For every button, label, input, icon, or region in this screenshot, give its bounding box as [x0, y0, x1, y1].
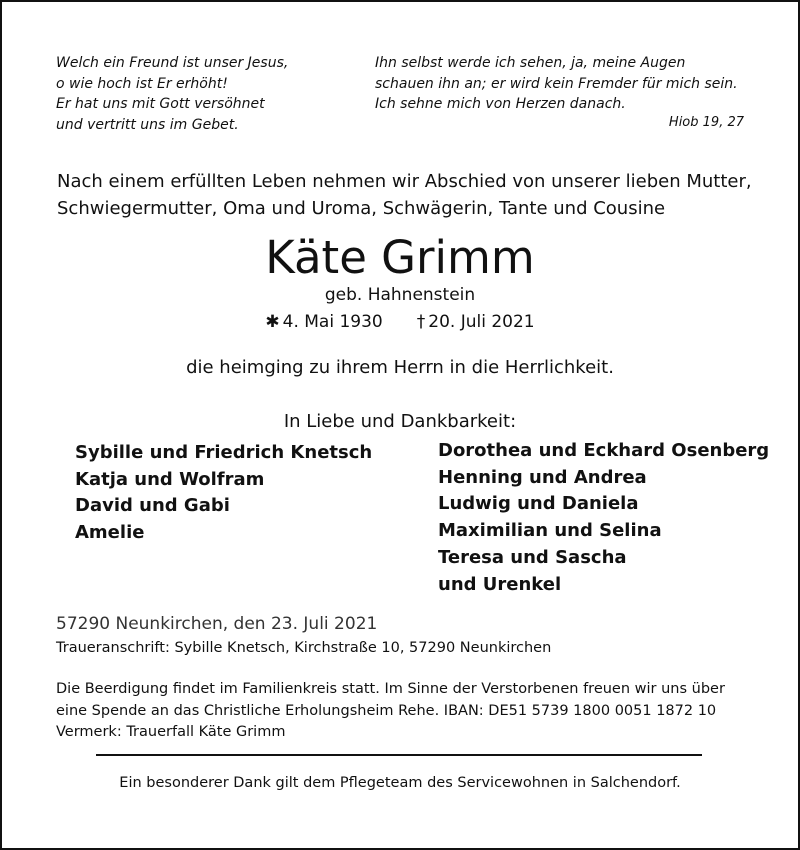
- gratitude-heading: In Liebe und Dankbarkeit:: [283, 411, 517, 432]
- place-date: 57290 Neunkirchen, den 23. Juli 2021: [56, 614, 378, 634]
- mourner-item: Katja und Wolfram: [75, 468, 265, 490]
- bible-reference: Hiob 19, 27: [668, 115, 744, 130]
- mourner-item: Maximilian und Selina: [438, 520, 662, 542]
- mourner-item: und Urenkel: [438, 573, 562, 595]
- intro-line: Nach einem erfüllten Leben nehmen wir Abschied von unserer lieben Mutter,: [57, 171, 752, 192]
- mourners-left: [75, 440, 372, 547]
- verse-line: Ich sehne mich von Herzen danach.: [375, 96, 626, 112]
- verse-line: und vertritt uns im Gebet.: [56, 116, 239, 133]
- mourner-item: David und Gabi: [75, 495, 230, 517]
- verse-line: schauen ihn an; er wird kein Fremder für mich sein.: [375, 75, 738, 92]
- mourner-item: Dorothea und Eckhard Osenberg: [438, 440, 770, 461]
- special-thanks: Ein besonderer Dank gilt dem Pflegeteam des Servicewohnen in Salchendorf.: [119, 775, 681, 791]
- homegoing-line: die heimging zu ihrem Herrn in die Herrlichkeit.: [186, 357, 614, 378]
- death-date: 20. Juli 2021: [428, 312, 535, 332]
- mourner-item: Teresa und Sascha: [438, 546, 627, 568]
- divider-line: [96, 754, 702, 756]
- mourner-item: Sybille und Friedrich Knetsch: [75, 442, 373, 463]
- verse-line: Ihn selbst werde ich sehen, ja, meine Augen: [375, 55, 686, 71]
- life-dates: [0, 312, 800, 332]
- funeral-notice: [56, 679, 725, 744]
- mourner-item: Amelie: [75, 522, 145, 544]
- verse-line: Welch ein Freund ist unser Jesus,: [56, 55, 289, 71]
- notice-line: Vermerk: Trauerfall Käte Grimm: [56, 724, 286, 740]
- notice-line: Die Beerdigung findet im Familienkreis statt. Im Sinne der Verstorbenen freuen wir uns über: [56, 681, 725, 697]
- maiden-name: geb. Hahnenstein: [324, 285, 476, 305]
- verse-line: o wie hoch ist Er erhöht!: [56, 75, 228, 92]
- mourning-address: Traueranschrift: Sybille Knetsch, Kirchstraße 10, 57290 Neunkirchen: [56, 640, 552, 656]
- birth-star-icon: ✱: [265, 312, 280, 332]
- mourner-item: Henning und Andrea: [438, 466, 647, 488]
- bible-verse: [375, 53, 738, 115]
- mourner-item: Ludwig und Daniela: [438, 493, 639, 515]
- hymn-verse: [56, 53, 288, 135]
- verse-line: Er hat uns mit Gott versöhnet: [56, 96, 265, 112]
- birth-date: 4. Mai 1930: [282, 312, 383, 332]
- intro-line: Schwiegermutter, Oma und Uroma, Schwägerin, Tante und Cousine: [57, 198, 666, 219]
- intro-text: [57, 168, 752, 222]
- notice-line: eine Spende an das Christliche Erholungsheim Rehe. IBAN: DE51 5739 1800 0051 1872 10: [56, 702, 717, 719]
- death-cross-icon: †: [416, 312, 426, 332]
- mourners-right: [438, 438, 769, 598]
- deceased-name: Käte Grimm: [265, 231, 535, 284]
